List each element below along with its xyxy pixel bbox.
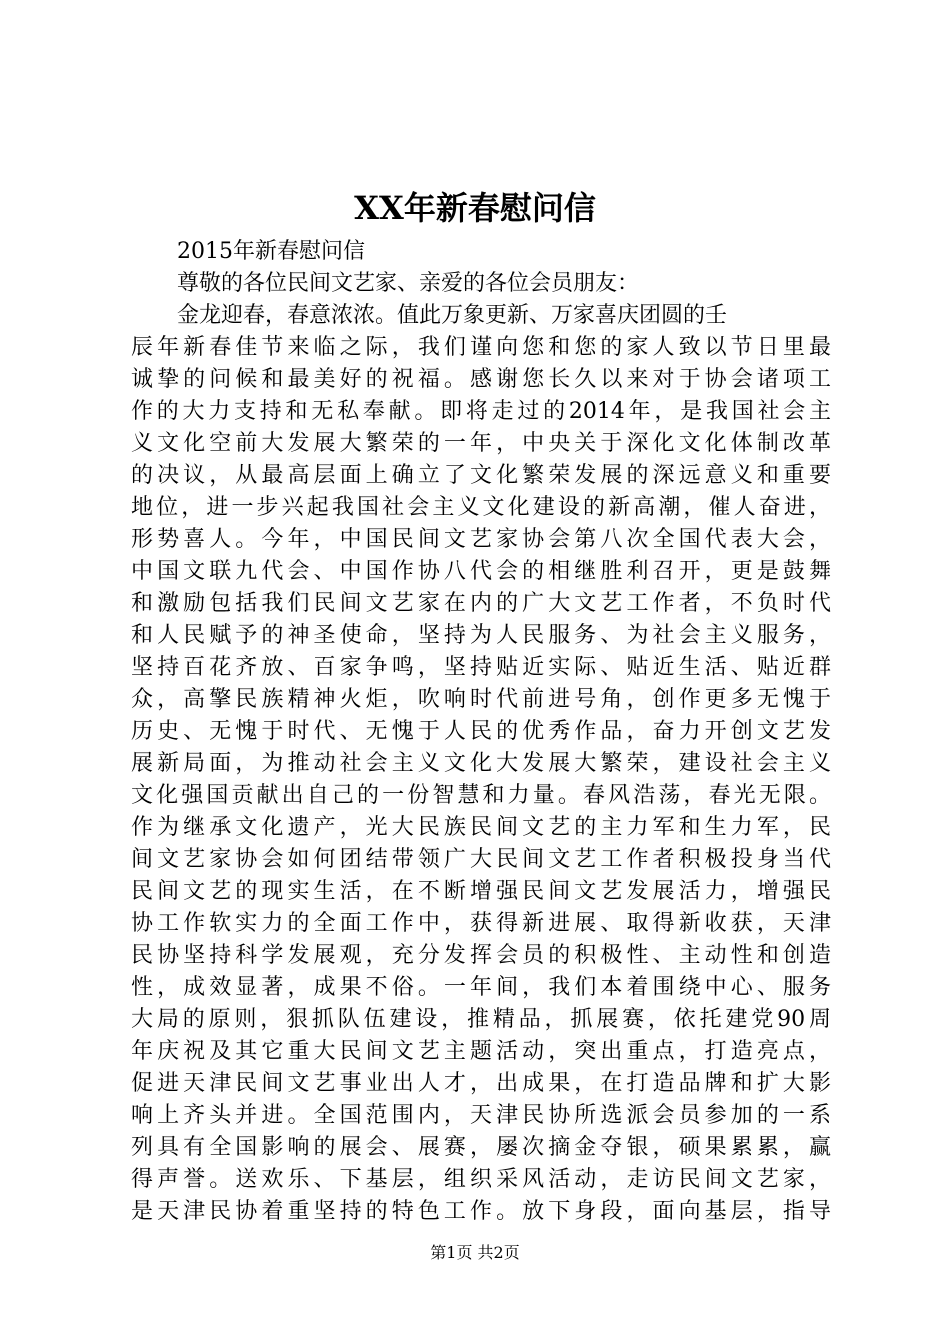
paragraph-line: 和激励包括我们民间文艺家在内的广大文艺工作者，不负时代 [131, 591, 831, 616]
paragraph-line: 历史、无愧于时代、无愧于人民的优秀作品，奋力开创文艺发 [131, 719, 831, 744]
paragraph-line: 响上齐头并进。全国范围内，天津民协所选派会员参加的一系 [131, 1103, 831, 1128]
paragraph-line: 得声誉。送欢乐、下基层，组织采风活动，走访民间文艺家， [131, 1167, 831, 1192]
paragraph-line: 促进天津民间文艺事业出人才，出成果，在打造品牌和扩大影 [131, 1071, 831, 1096]
paragraph-line: 列具有全国影响的展会、展赛，屡次摘金夺银，硕果累累，赢 [131, 1135, 831, 1160]
page-footer: 第1页 共2页 [430, 1243, 520, 1262]
paragraph-line: 作的大力支持和无私奉献。即将走过的2014年，是我国社会主 [131, 399, 831, 424]
paragraph-line: 间文艺家协会如何团结带领广大民间文艺工作者积极投身当代 [131, 847, 831, 872]
greeting-line: 尊敬的各位民间文艺家、亲爱的各位会员朋友： [177, 271, 640, 296]
paragraph-line: 协工作软实力的全面工作中，获得新进展、取得新收获，天津 [131, 911, 831, 936]
paragraph-line: 作为继承文化遗产，光大民族民间文艺的主力军和生力军，民 [131, 815, 831, 840]
paragraph-line: 坚持百花齐放、百家争鸣，坚持贴近实际、贴近生活、贴近群 [131, 655, 831, 680]
paragraph-line: 和人民赋予的神圣使命，坚持为人民服务、为社会主义服务， [131, 623, 831, 648]
paragraph-line: 诚挚的问候和最美好的祝福。感谢您长久以来对于协会诸项工 [131, 367, 831, 392]
document-body [131, 236, 831, 1228]
paragraph-line: 地位，进一步兴起我国社会主义文化建设的新高潮，催人奋进， [131, 495, 831, 520]
paragraph-line: 金龙迎春，春意浓浓。值此万象更新、万家喜庆团圆的壬 [177, 303, 728, 328]
paragraph-line: 辰年新春佳节来临之际，我们谨向您和您的家人致以节日里最 [131, 335, 831, 360]
paragraph-line: 展新局面，为推动社会主义文化大发展大繁荣，建设社会主义 [131, 751, 831, 776]
paragraph-line: 文化强国贡献出自己的一份智慧和力量。春风浩荡，春光无限。 [131, 783, 831, 808]
paragraph-line: 民协坚持科学发展观，充分发挥会员的积极性、主动性和创造 [131, 943, 831, 968]
paragraph-line: 民间文艺的现实生活，在不断增强民间文艺发展活力，增强民 [131, 879, 831, 904]
document-title: XX年新春慰问信 [354, 189, 596, 227]
paragraph-line: 性，成效显著，成果不俗。一年间，我们本着围绕中心、服务 [131, 975, 831, 1000]
paragraph-line: 的决议，从最高层面上确立了文化繁荣发展的深远意义和重要 [131, 463, 831, 488]
paragraph-line: 大局的原则，狠抓队伍建设，推精品，抓展赛，依托建党90周 [131, 1007, 831, 1032]
document-subtitle: 2015年新春慰问信 [177, 239, 365, 264]
paragraph-line: 中国文联九代会、中国作协八代会的相继胜利召开，更是鼓舞 [131, 559, 831, 584]
letter-paragraph [131, 300, 831, 1228]
paragraph-line: 义文化空前大发展大繁荣的一年，中央关于深化文化体制改革 [131, 431, 831, 456]
paragraph-line: 众，高擎民族精神火炬，吹响时代前进号角，创作更多无愧于 [131, 687, 831, 712]
paragraph-line: 形势喜人。今年，中国民间文艺家协会第八次全国代表大会， [131, 527, 831, 552]
paragraph-line: 是天津民协着重坚持的特色工作。放下身段，面向基层，指导 [131, 1199, 831, 1224]
paragraph-line: 年庆祝及其它重大民间文艺主题活动，突出重点，打造亮点， [131, 1039, 831, 1064]
